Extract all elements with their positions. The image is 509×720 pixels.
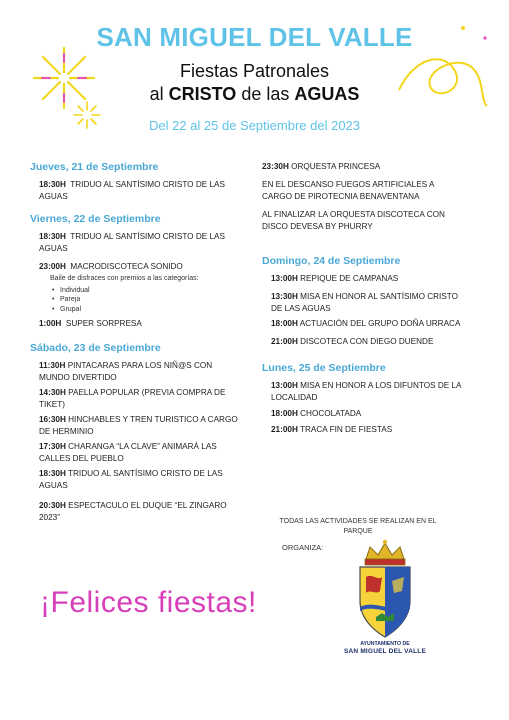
event-text: MACRODISCOTECA SONIDO [70,262,183,271]
event-item [30,179,245,203]
event-time: 17:30H [39,442,66,451]
event-item [262,408,462,420]
event-text: MISA EN HONOR AL SANTÍSIMO CRISTO DE LAS AGUAS [271,292,459,313]
event-text: CHARANGA “LA CLAVE” ANIMARÁ LAS CALLES DEL PUEBLO [39,442,217,463]
organizer-label: ORGANIZA: [282,543,324,552]
event-item [262,336,462,348]
event-item [30,500,245,524]
day-heading: Jueves, 21 de Septiembre [30,161,159,173]
event-item [30,318,245,330]
schedule-left-column [30,161,245,530]
event-item [262,291,462,315]
event-text: HINCHABLES Y TREN TURISTICO A CARGO DE HERMINIO [39,415,238,436]
subtitle-part-bold: AGUAS [294,84,360,104]
event-time: 13:30H [271,292,298,301]
event-item [30,231,245,255]
day-heading: Viernes, 22 de Septiembre [30,213,161,225]
event-time: 13:00H [271,381,298,390]
date-range: Del 22 al 25 de Septiembre del 2023 [148,118,361,133]
logo-caption: SAN MIGUEL DEL VALLE [343,648,426,655]
event-time: 23:30H [262,162,289,171]
event-time: 21:00H [271,337,298,346]
event-note: Baile de disfraces con premios a las categorías: [50,275,199,282]
event-item [262,161,462,173]
event-time: 16:30H [39,415,66,424]
page-title: SAN MIGUEL DEL VALLE [96,22,413,52]
event-text: TRACA FIN DE FIESTAS [300,425,393,434]
event-time: 1:00H [39,319,62,328]
event-text: DISCOTECA CON DIEGO DUENDE [300,337,434,346]
subtitle-line-2 [0,84,509,105]
schedule-right-column [262,161,462,442]
day-heading: Sábado, 23 de Septiembre [30,342,161,354]
event-item [30,441,245,465]
event-item [30,414,245,438]
event-text: REPIQUE DE CAMPANAS [300,274,399,283]
felices-fiestas-text: ¡Felices fiestas! [40,586,257,619]
event-time: 13:00H [271,274,298,283]
event-item [262,424,462,436]
event-text: TRIDUO AL SANTÍSIMO CRISTO DE LAS AGUAS [39,180,225,201]
event-item [262,380,462,404]
event-text: CHOCOLATADA [300,409,362,418]
event-time: 18:30H [39,469,66,478]
event-item [30,468,245,492]
event-note: EN EL DESCANSO FUEGOS ARTIFICIALES A CARGO DE PIROTECNIA BENAVENTANA [262,180,434,201]
subtitle-part: al [149,84,169,104]
streamer-icon [395,46,491,118]
coat-of-arms-icon [336,537,434,642]
event-text: ORQUESTA PRINCESA [291,162,381,171]
event-item [30,360,245,384]
list-item: • Grupal [60,305,245,315]
event-text: SUPER SORPRESA [65,319,142,328]
venue-note: TODAS LAS ACTIVIDADES SE REALIZAN EN EL PARQUE [279,518,437,535]
list-item: • Individual [60,286,245,296]
category-list [30,286,245,315]
event-item [262,273,462,285]
event-time: 18:30H [39,232,66,241]
event-note: AL FINALIZAR LA ORQUESTA DISCOTECA CON DISCO DEVESA BY PHURRY [262,210,445,231]
event-text: MISA EN HONOR A LOS DIFUNTOS DE LA LOCALIDAD [271,381,462,402]
event-time: 20:30H [39,501,66,510]
subtitle-part-bold: CRISTO [168,84,237,104]
event-time: 11:30H [39,361,66,370]
event-text: ACTUACIÓN DEL GRUPO DOÑA URRACA [299,319,461,328]
day-heading: Domingo, 24 de Septiembre [262,255,401,267]
event-text: TRIDUO AL SANTÍSIMO CRISTO DE LAS AGUAS [39,232,225,253]
event-time: 18:00H [271,409,298,418]
event-text: TRIDUO AL SANTÍSIMO CRISTO DE LAS AGUAS [39,469,223,490]
event-text: ESPECTACULO EL DUQUE “EL ZINGARO 2023” [39,501,227,522]
logo-caption: AYUNTAMIENTO DE [360,641,410,647]
event-text: PINTACARAS PARA LOS NIÑ@S CON MUNDO DIVERTIDO [39,361,213,382]
event-item [30,387,245,411]
day-heading: Lunes, 25 de Septiembre [262,362,386,374]
event-text: PAELLA POPULAR (PREVIA COMPRA DE TIKET) [39,388,226,409]
event-time: 18:30H [39,180,66,189]
event-item [30,261,245,273]
list-item: • Pareja [60,295,245,305]
subtitle-part: de las [236,84,295,104]
event-time: 18:00H [271,319,298,328]
subtitle-line-1: Fiestas Patronales [179,61,330,81]
event-item [262,318,462,330]
event-time: 23:00H [39,262,66,271]
event-time: 21:00H [271,425,298,434]
event-time: 14:30H [39,388,66,397]
